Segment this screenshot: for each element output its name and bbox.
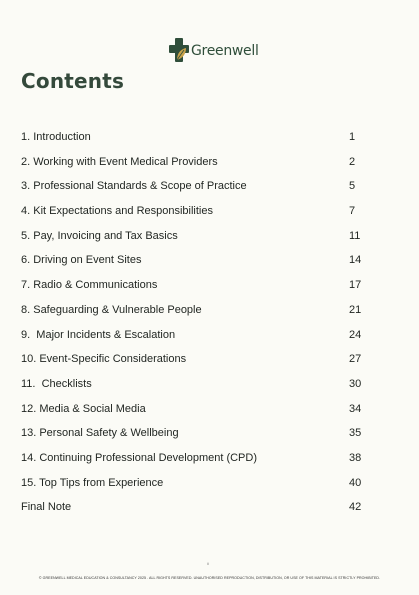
table-of-contents: [21, 129, 381, 524]
toc-entry-label: 15. Top Tips from Experience: [21, 476, 164, 489]
toc-entry-page: 24: [349, 328, 362, 341]
toc-entry[interactable]: [21, 351, 381, 376]
toc-entry-page: 40: [349, 476, 362, 489]
toc-entry-page: 27: [349, 353, 362, 366]
toc-entry-label: 9. Major Incidents & Escalation: [21, 328, 176, 341]
toc-entry[interactable]: [21, 178, 381, 203]
toc-entry-page: 42: [349, 501, 362, 514]
toc-entry-label: 14. Continuing Professional Development (CPD): [21, 451, 258, 464]
toc-entry-label: Final Note: [21, 501, 72, 514]
toc-entry[interactable]: [21, 129, 381, 154]
toc-entry-label: 13. Personal Safety & Wellbeing: [21, 427, 179, 440]
toc-entry-label: 1. Introduction: [21, 131, 91, 143]
toc-entry-page: 38: [349, 451, 362, 464]
brand-logo: [168, 35, 259, 65]
toc-entry-page: 5: [349, 180, 356, 193]
toc-entry-page: 17: [349, 279, 362, 292]
page-title: Contents: [21, 69, 125, 93]
toc-entry-page: 11: [349, 229, 361, 242]
toc-entry-label: 12. Media & Social Media: [21, 402, 146, 415]
toc-entry-label: 3. Professional Standards & Scope of Practice: [21, 180, 247, 193]
toc-entry[interactable]: [21, 401, 381, 426]
toc-entry[interactable]: [21, 475, 381, 500]
toc-entry-page: 1: [349, 131, 356, 143]
toc-entry[interactable]: [21, 203, 381, 228]
toc-entry[interactable]: [21, 228, 381, 253]
cross-with-leaf-icon: [168, 36, 190, 64]
toc-entry[interactable]: [21, 277, 381, 302]
toc-entry-page: 14: [349, 254, 362, 267]
toc-entry-label: 7. Radio & Communications: [21, 279, 158, 292]
toc-entry-label: 2. Working with Event Medical Providers: [21, 155, 218, 168]
toc-entry[interactable]: [21, 450, 381, 475]
toc-entry-label: 6. Driving on Event Sites: [21, 254, 142, 267]
toc-entry[interactable]: [21, 302, 381, 327]
toc-entry-page: 34: [349, 402, 362, 415]
toc-entry-label: 11. Checklists: [21, 377, 92, 390]
toc-entry[interactable]: [21, 252, 381, 277]
toc-entry-page: 7: [349, 205, 356, 218]
toc-entry-label: 5. Pay, Invoicing and Tax Basics: [21, 229, 178, 242]
toc-entry-label: 8. Safeguarding & Vulnerable People: [21, 303, 202, 316]
toc-entry[interactable]: [21, 376, 381, 401]
toc-entry-page: 2: [349, 155, 356, 168]
toc-entry-page: 35: [349, 427, 362, 440]
toc-entry[interactable]: [21, 425, 381, 450]
toc-entry-page: 21: [349, 303, 362, 316]
toc-entry-page: 30: [349, 377, 362, 390]
toc-entry-label: 4. Kit Expectations and Responsibilities: [21, 205, 213, 218]
copyright-footer: © GREENWELL MEDICAL EDUCATION & CONSULTANCY 2025 . ALL RIGHTS RESERVED. UNAUTHORISED REPRODUCTION, DISTRIBUTION, OR USE OF THIS MATERIAL IS STRICTLY PROHIBITED.: [38, 576, 381, 580]
toc-entry-label: 10. Event-Specific Considerations: [21, 353, 187, 366]
toc-entry[interactable]: [21, 327, 381, 352]
brand-name: Greenwell: [191, 43, 259, 59]
toc-entry[interactable]: [21, 154, 381, 179]
toc-entry[interactable]: [21, 499, 381, 524]
page-number-marker: ii: [207, 561, 209, 566]
